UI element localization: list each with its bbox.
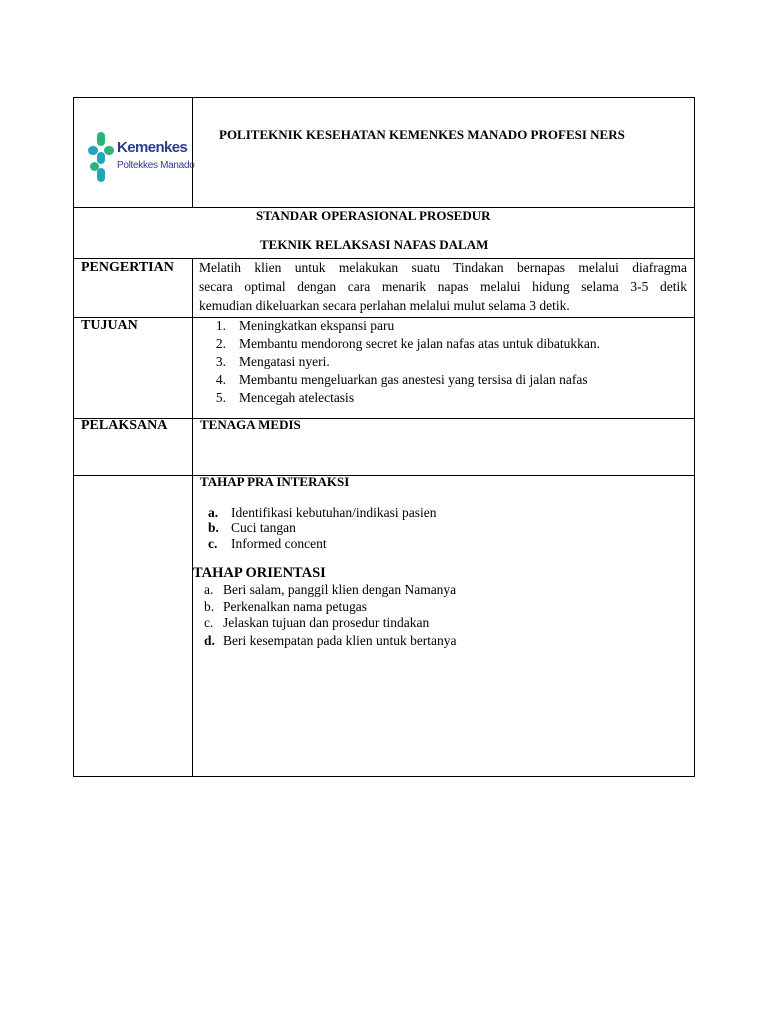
pra-interaksi-item: Cuci tangan	[231, 520, 296, 535]
table-column-divider-header	[192, 97, 193, 207]
table-column-divider-body	[192, 258, 193, 777]
orientasi-letter: a.	[204, 582, 214, 597]
pra-interaksi-letter: b.	[208, 520, 219, 535]
kemenkes-emblem-icon	[86, 128, 116, 186]
procedure-title: TEKNIK RELAKSASI NAFAS DALAM	[260, 237, 489, 252]
pra-interaksi-letter: c.	[208, 536, 218, 551]
tujuan-item-number: 2.	[215, 336, 226, 351]
tujuan-item: Meningkatkan ekspansi paru	[239, 318, 395, 333]
tujuan-item: Mengatasi nyeri.	[239, 354, 330, 369]
pra-interaksi-letter: a.	[208, 505, 219, 520]
pelaksana-label: PELAKSANA	[81, 418, 168, 433]
logo-subtitle: Poltekkes Manado	[117, 160, 195, 171]
pra-interaksi-heading: TAHAP PRA INTERAKSI	[200, 474, 350, 489]
pra-interaksi-item: Informed concent	[231, 536, 327, 551]
orientasi-letter: b.	[204, 599, 215, 614]
tujuan-item: Membantu mengeluarkan gas anestesi yang tersisa di jalan nafas	[239, 372, 588, 387]
orientasi-letter: d.	[204, 633, 215, 648]
tujuan-item-number: 1.	[215, 318, 226, 333]
orientasi-heading: TAHAP ORIENTASI	[193, 565, 326, 581]
tujuan-item-number: 4.	[215, 372, 226, 387]
kemenkes-logo	[86, 128, 195, 186]
logo-title: Kemenkes	[117, 139, 188, 156]
pengertian-label: PENGERTIAN	[81, 260, 174, 275]
table-divider-pelaksana	[73, 475, 695, 476]
institution-name: POLITEKNIK KESEHATAN KEMENKES MANADO PROFESI NERS	[219, 127, 625, 142]
document-title: STANDAR OPERASIONAL PROSEDUR	[256, 208, 491, 223]
tujuan-item: Membantu mendorong secret ke jalan nafas atas untuk dibatukkan.	[239, 336, 601, 351]
orientasi-item: Perkenalkan nama petugas	[223, 599, 367, 614]
sop-table-border	[73, 97, 695, 777]
pelaksana-value: TENAGA MEDIS	[200, 417, 301, 432]
tujuan-item-number: 5.	[215, 390, 226, 405]
orientasi-item: Beri kesempatan pada klien untuk bertanya	[223, 633, 457, 648]
pra-interaksi-item: Identifikasi kebutuhan/indikasi pasien	[231, 505, 437, 520]
orientasi-item: Beri salam, panggil klien dengan Namanya	[223, 582, 457, 597]
pengertian-line: Melatih klien untuk melakukan suatu Tindakan bernapas melalui diafragma	[199, 260, 687, 275]
orientasi-item: Jelaskan tujuan dan prosedur tindakan	[223, 615, 430, 630]
pengertian-line: kemudian dikeluarkan secara perlahan melalui mulut selama 3 detik.	[199, 298, 570, 313]
tujuan-item-number: 3.	[215, 354, 226, 369]
tujuan-label: TUJUAN	[81, 318, 138, 333]
pengertian-line: secara optimal dengan cara menarik napas melalui hidung selama 3-5 detik	[199, 279, 687, 294]
tujuan-item: Mencegah atelectasis	[239, 390, 355, 405]
orientasi-letter: c.	[204, 615, 214, 630]
